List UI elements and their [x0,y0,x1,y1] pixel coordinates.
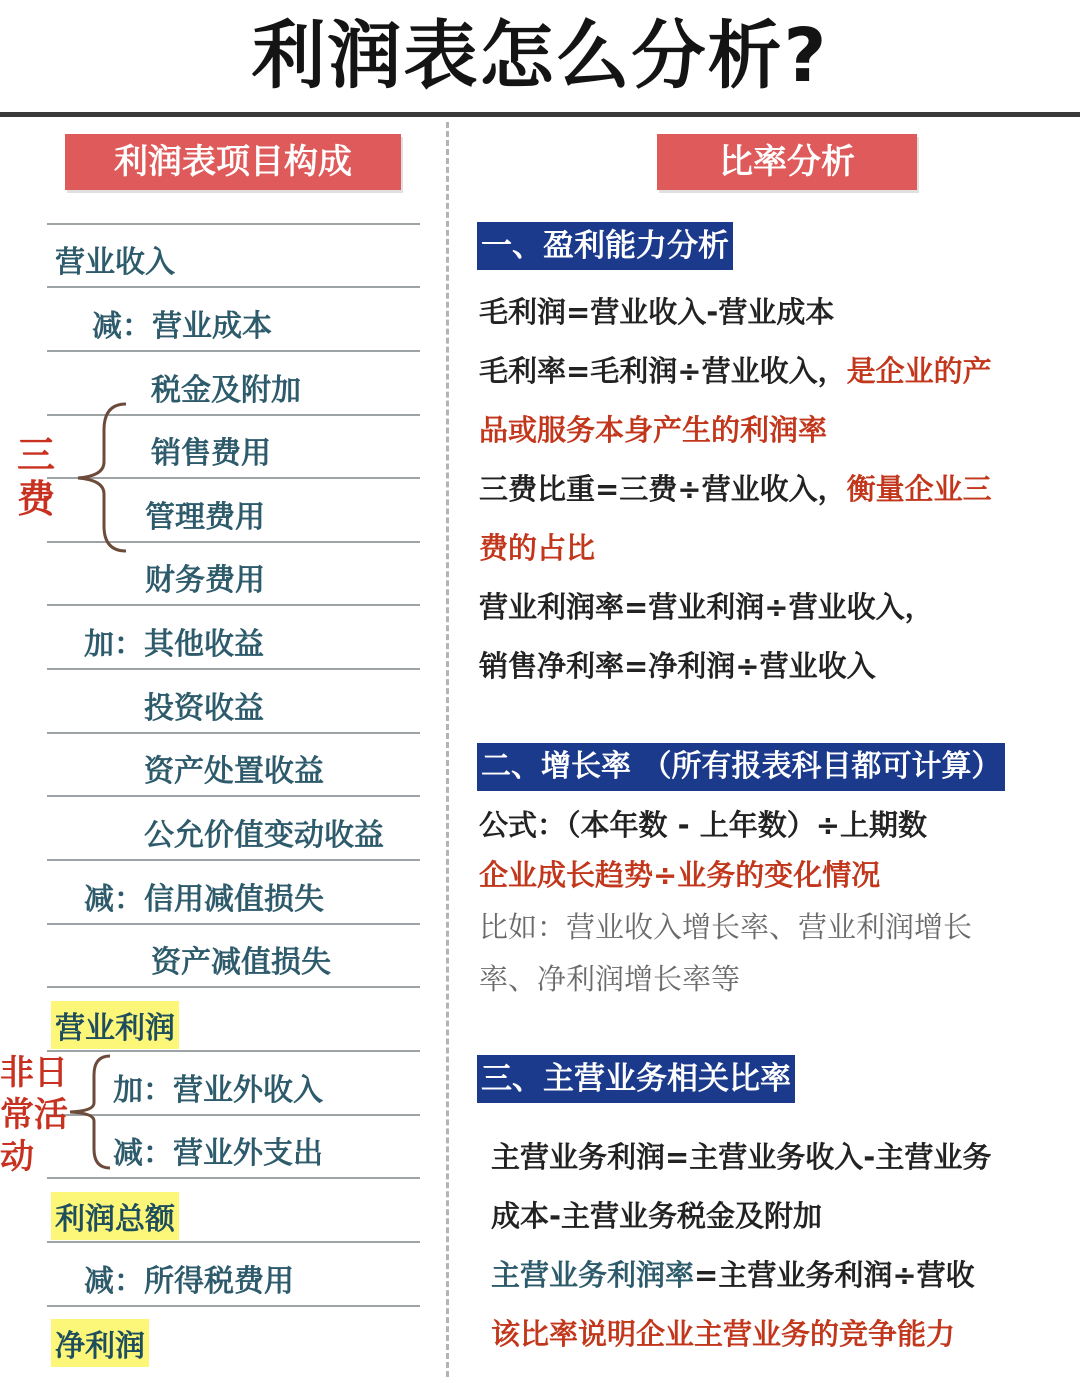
left-heading-tag: 利润表项目构成 [65,134,401,190]
list-item: 管理费用 [47,480,420,543]
list-item: 减：营业外支出 [47,1116,420,1179]
column-divider [446,122,449,1377]
non-daily-brace [64,1053,114,1171]
list-item: 加：营业外收入 [47,1053,420,1116]
list-item: 财务费用 [47,543,420,606]
section-profitability-title: 一、盈利能力分析 [477,222,733,270]
operating-margin-formula: 营业利润率=营业利润÷营业收入， [479,590,934,624]
list-item: 资产处置收益 [47,734,420,797]
growth-note: 企业成长趋势÷业务的变化情况 [479,858,881,892]
list-item-highlighted: 净利润 [47,1307,420,1370]
right-heading-tag: 比率分析 [657,134,917,190]
page-title: 利润表怎么分析? [251,13,829,99]
main-business-margin-note: 该比率说明企业主营业务的竞争能力 [491,1317,956,1351]
list-item: 营业收入 [47,225,420,288]
list-item: 减：营业成本 [47,289,420,352]
main-business-profit-formula: 主营业务利润=主营业务收入-主营业务 [491,1140,992,1174]
list-item: 资产减值损失 [47,925,420,988]
main-business-margin-formula: 主营业务利润率=主营业务利润÷营收 [491,1258,975,1292]
list-item-highlighted: 利润总额 [47,1180,420,1243]
gross-margin-note: 品或服务本身产生的利润率 [479,413,828,447]
growth-formula: 公式：（本年数 - 上年数）÷上期数 [479,808,928,842]
list-item: 减：信用减值损失 [47,862,420,925]
growth-example-line1: 比如：营业收入增长率、营业利润增长 [479,910,973,944]
three-fees-ratio-note: 费的占比 [479,531,596,565]
net-margin-formula: 销售净利率=净利润÷营业收入 [479,649,876,683]
list-item: 税金及附加 [47,353,420,416]
section-growth-title: 二、增长率 （所有报表科目都可计算） [477,743,1005,791]
list-item: 减：所得税费用 [47,1244,420,1307]
list-item-highlighted: 营业利润 [47,989,420,1052]
section-main-business-title: 三、主营业务相关比率 [477,1055,795,1103]
growth-example-line2: 率、净利润增长率等 [479,962,741,996]
list-item: 投资收益 [47,671,420,734]
three-fees-ratio-formula: 三费比重=三费÷营业收入，衡量企业三 [479,472,992,506]
main-business-profit-formula-cont: 成本-主营业务税金及附加 [491,1199,823,1233]
three-fees-label: 三 费 [17,433,56,521]
non-daily-activities-label: 非日 常活 动 [0,1053,68,1177]
gross-profit-formula: 毛利润=营业收入-营业成本 [479,295,835,329]
list-item: 公允价值变动收益 [47,798,420,861]
three-fees-brace [66,400,130,555]
gross-margin-formula: 毛利率=毛利润÷营业收入，是企业的产 [479,354,992,388]
title-underline [0,112,1080,117]
list-item: 加：其他收益 [47,607,420,670]
list-item: 销售费用 [47,416,420,479]
